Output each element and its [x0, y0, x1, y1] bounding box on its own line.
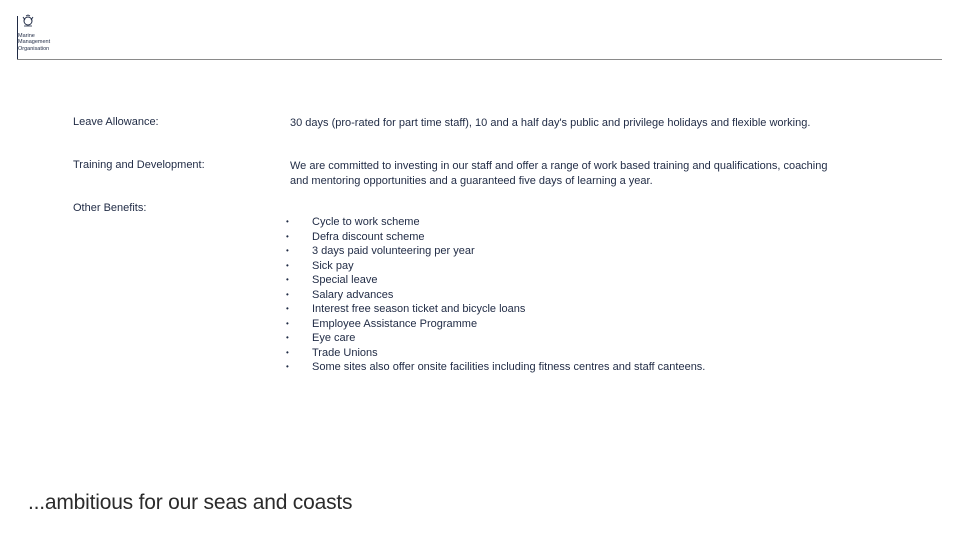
bullet-icon: • — [286, 318, 289, 328]
bullet-icon: • — [286, 289, 289, 299]
bullet-icon: • — [286, 231, 289, 241]
leave-allowance-value: 30 days (pro-rated for part time staff), 10 and a half day's public and privilege holidays and flexible working. — [290, 117, 811, 129]
bullet-icon: • — [286, 333, 289, 342]
list-item — [286, 317, 705, 332]
bullet-icon: • — [286, 260, 289, 270]
benefits-list — [286, 215, 705, 375]
benefit-text: Interest free season ticket and bicycle loans — [312, 303, 526, 315]
logo-text-line: Marine — [18, 33, 35, 39]
bullet-icon: • — [286, 362, 289, 371]
bullet-icon: • — [286, 217, 289, 226]
bullet-icon: • — [286, 347, 289, 357]
bullet-icon: • — [286, 246, 289, 255]
bullet-icon: • — [286, 275, 289, 284]
training-label: Training and Development: — [73, 159, 205, 171]
benefit-text: Cycle to work scheme — [312, 216, 420, 228]
list-item — [286, 215, 705, 230]
mmo-logo — [18, 14, 78, 52]
royal-crest-icon — [20, 14, 36, 28]
benefit-text: Employee Assistance Programme — [312, 317, 478, 330]
header-divider — [17, 59, 942, 60]
benefit-text: Eye care — [312, 332, 356, 344]
list-item — [286, 244, 705, 259]
other-benefits-label: Other Benefits: — [73, 202, 147, 214]
benefit-text: Salary advances — [312, 288, 394, 301]
list-item — [286, 273, 705, 288]
benefit-text: Defra discount scheme — [312, 230, 425, 243]
benefit-text: Special leave — [312, 274, 378, 286]
benefit-text: Some sites also offer onsite facilities including fitness centres and staff canteens. — [312, 361, 706, 373]
list-item — [286, 346, 705, 361]
logo-text-line: Organisation — [18, 45, 50, 52]
benefit-text: Sick pay — [312, 259, 354, 272]
benefit-text: 3 days paid volunteering per year — [312, 245, 475, 257]
training-value: We are committed to investing in our staff and offer a range of work based training and qualifications, coaching and mentoring opportunities and a guaranteed five days of learning a year. — [290, 160, 828, 187]
benefit-text: Trade Unions — [312, 346, 378, 359]
list-item — [286, 259, 705, 274]
logo-text-line: Management — [18, 39, 51, 46]
list-item — [286, 230, 705, 245]
leave-allowance-label: Leave Allowance: — [73, 116, 159, 128]
list-item — [286, 331, 705, 346]
bullet-icon: • — [286, 304, 289, 313]
tagline: ...ambitious for our seas and coasts — [28, 491, 353, 514]
list-item — [286, 302, 705, 317]
list-item — [286, 360, 705, 375]
list-item — [286, 288, 705, 303]
